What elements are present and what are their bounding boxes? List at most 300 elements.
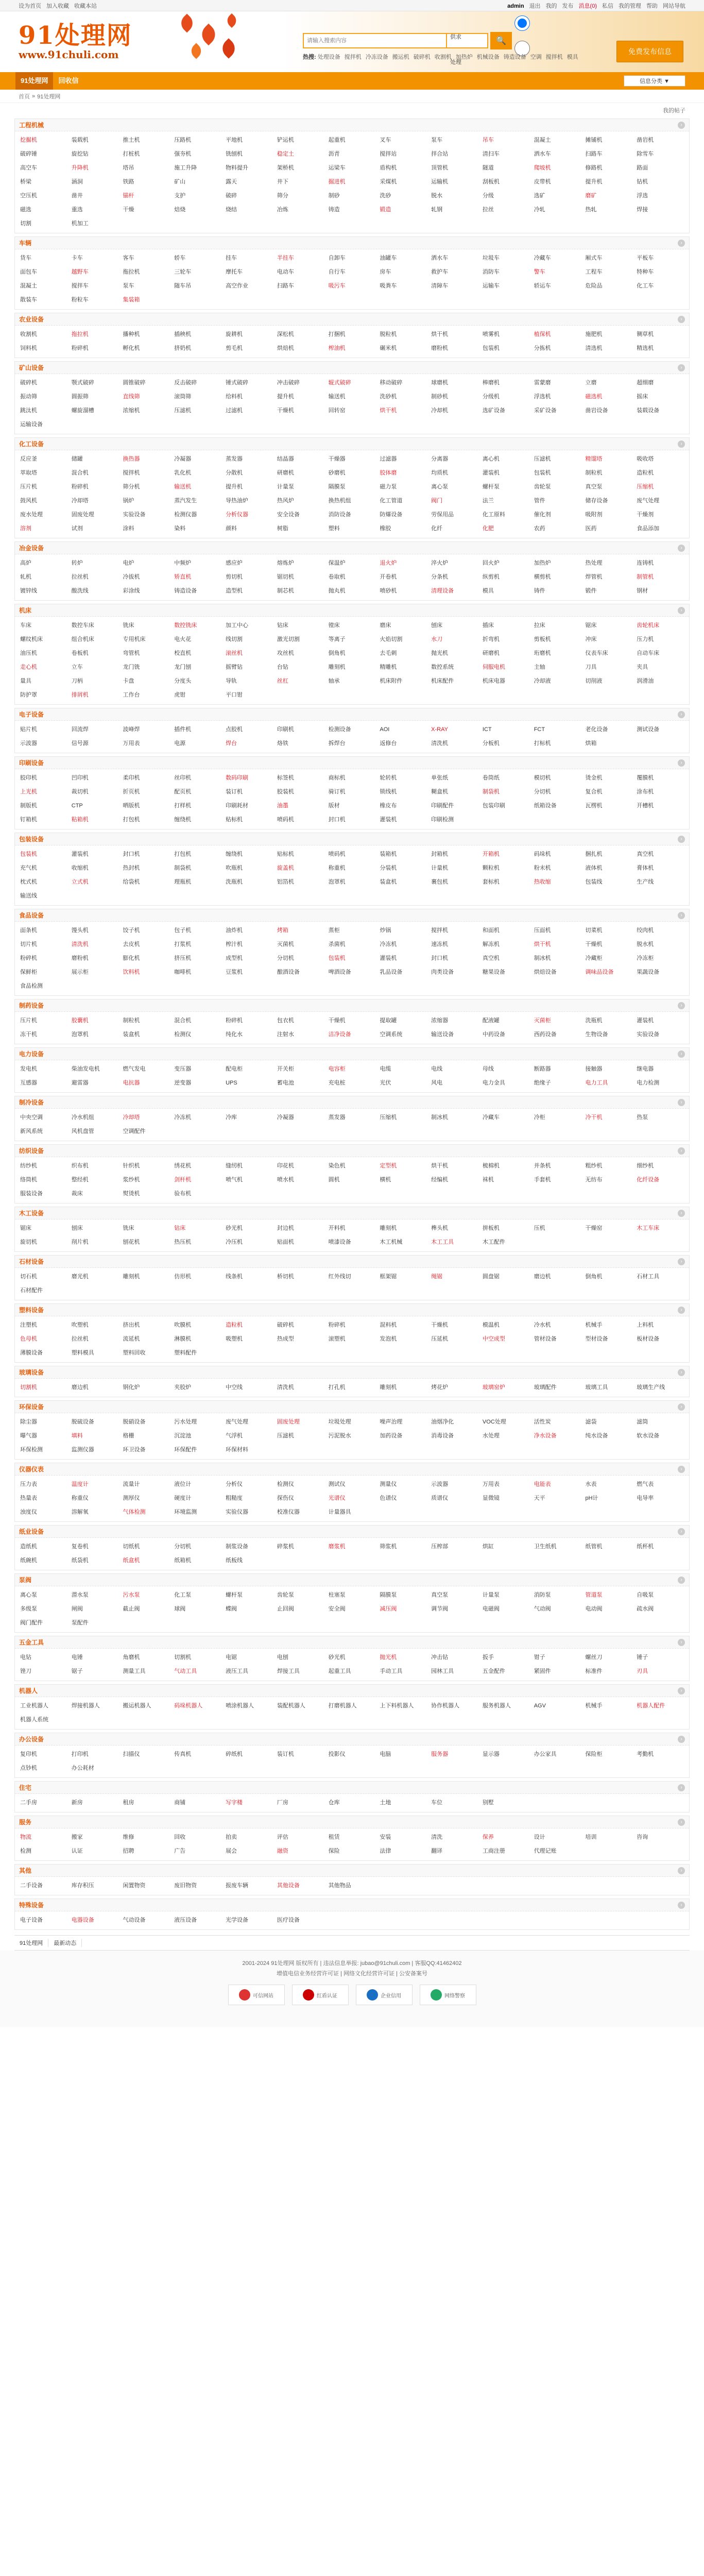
- category-link[interactable]: 脱水机: [637, 941, 654, 947]
- category-link[interactable]: 碾米机: [380, 345, 397, 351]
- category-link[interactable]: 铲运机: [277, 137, 294, 143]
- category-link[interactable]: 热收缩: [534, 879, 551, 885]
- category-link[interactable]: 烙铁: [277, 740, 288, 747]
- category-link[interactable]: 手套机: [534, 1177, 551, 1183]
- category-link[interactable]: 凿井: [71, 193, 83, 199]
- category-link[interactable]: 冷却机: [431, 408, 449, 414]
- category-link[interactable]: FCT: [534, 726, 545, 733]
- category-link[interactable]: 滤袋: [585, 1419, 597, 1425]
- category-link[interactable]: 刨花机: [123, 1239, 140, 1245]
- category-link[interactable]: 融资: [277, 1848, 288, 1854]
- category-link[interactable]: 高炉: [20, 560, 31, 566]
- category-link[interactable]: 冷冻机: [174, 1114, 192, 1121]
- section-title[interactable]: 农业设备: [19, 316, 44, 323]
- category-link[interactable]: 球阀: [174, 1606, 186, 1612]
- category-link[interactable]: 包子机: [174, 927, 192, 934]
- category-link[interactable]: 主轴: [534, 664, 545, 670]
- category-link[interactable]: 扫路车: [277, 283, 294, 289]
- section-title[interactable]: 玻璃设备: [19, 1369, 44, 1376]
- category-link[interactable]: 饮料机: [123, 969, 140, 975]
- category-link[interactable]: 焊接机器人: [71, 1703, 100, 1709]
- section-title[interactable]: 五金工具: [19, 1639, 44, 1646]
- category-link[interactable]: 锤式破碎: [226, 380, 249, 386]
- category-link[interactable]: 滚丝机: [226, 650, 243, 656]
- category-link[interactable]: 起重工具: [328, 1668, 351, 1674]
- category-link[interactable]: 塑料配件: [174, 1350, 197, 1356]
- category-link[interactable]: 格栅: [123, 1433, 134, 1439]
- category-link[interactable]: 电线: [431, 1066, 443, 1072]
- category-link[interactable]: 潜水泵: [71, 1592, 89, 1598]
- category-link[interactable]: 冶炼: [277, 207, 288, 213]
- category-link[interactable]: 榫头机: [431, 1225, 449, 1231]
- category-link[interactable]: 切石机: [20, 1274, 37, 1280]
- section-title[interactable]: 制冷设备: [19, 1099, 44, 1106]
- category-link[interactable]: 井下: [277, 179, 288, 185]
- category-link[interactable]: 孵化机: [123, 345, 140, 351]
- category-link[interactable]: 胶印机: [20, 775, 37, 781]
- category-link[interactable]: 刀具: [585, 664, 597, 670]
- category-link[interactable]: 维修: [123, 1834, 134, 1840]
- category-link[interactable]: 填料: [71, 1433, 83, 1439]
- category-link[interactable]: 粉碎机: [226, 1018, 243, 1024]
- category-link[interactable]: 折弯机: [482, 636, 500, 642]
- category-link[interactable]: 扳手: [482, 1654, 494, 1660]
- category-link[interactable]: 干燥机: [328, 1018, 346, 1024]
- category-link[interactable]: 冲击钻: [431, 1654, 449, 1660]
- category-link[interactable]: 液压工具: [226, 1668, 249, 1674]
- category-link[interactable]: 换热器: [123, 456, 140, 462]
- category-link[interactable]: 数码印刷: [226, 775, 249, 781]
- category-link[interactable]: 涵洞: [71, 179, 83, 185]
- category-link[interactable]: 饺子机: [123, 927, 140, 934]
- top-right-link[interactable]: 帮助: [646, 3, 658, 9]
- category-link[interactable]: 绳锯: [431, 1274, 443, 1280]
- category-link[interactable]: 角磨机: [123, 1654, 140, 1660]
- category-link[interactable]: 梳棉机: [482, 1163, 500, 1169]
- category-link[interactable]: 新风系统: [20, 1128, 43, 1134]
- category-link[interactable]: 光学设备: [226, 1917, 249, 1923]
- category-link[interactable]: 喷雾机: [482, 331, 500, 337]
- category-link[interactable]: 固废处理: [277, 1419, 300, 1425]
- category-link[interactable]: 轧钢: [431, 207, 443, 213]
- section-title[interactable]: 化工设备: [19, 440, 44, 448]
- hot-word-link[interactable]: 机械设备: [476, 54, 500, 60]
- category-link[interactable]: 热封机: [123, 865, 140, 871]
- category-link[interactable]: 粘箱机: [71, 817, 89, 823]
- category-link[interactable]: 冷凝器: [277, 1114, 294, 1121]
- chevron-right-icon[interactable]: ›: [678, 1736, 685, 1743]
- category-link[interactable]: 测量工具: [123, 1668, 146, 1674]
- category-link[interactable]: 圆机: [328, 1177, 340, 1183]
- category-link[interactable]: 物流: [20, 1834, 31, 1840]
- category-link[interactable]: 泵配件: [71, 1620, 89, 1626]
- category-link[interactable]: 空压机: [20, 193, 37, 199]
- category-link[interactable]: 螺杆泵: [482, 484, 500, 490]
- category-link[interactable]: 造粒机: [226, 1322, 243, 1328]
- category-link[interactable]: 深松机: [277, 331, 294, 337]
- category-link[interactable]: 铸造: [328, 207, 340, 213]
- category-link[interactable]: 商标机: [328, 775, 346, 781]
- category-link[interactable]: 滚筒筛: [174, 394, 192, 400]
- category-link[interactable]: 包装印刷: [482, 803, 505, 809]
- username[interactable]: admin: [507, 3, 524, 9]
- category-link[interactable]: 贴面机: [277, 1239, 294, 1245]
- category-link[interactable]: 检测仪: [174, 1031, 192, 1038]
- category-link[interactable]: 冷拔机: [123, 574, 140, 580]
- category-link[interactable]: 中药设备: [482, 1031, 505, 1038]
- hot-word-link[interactable]: 空调: [530, 54, 542, 60]
- chevron-right-icon[interactable]: ›: [678, 240, 685, 247]
- category-link[interactable]: 砂光机: [226, 1225, 243, 1231]
- category-link[interactable]: 加工中心: [226, 622, 249, 629]
- chevron-right-icon[interactable]: ›: [678, 1784, 685, 1791]
- category-link[interactable]: 脱水: [431, 193, 443, 199]
- category-link[interactable]: 压力表: [20, 1481, 37, 1487]
- search-type-select[interactable]: 供求 处理: [447, 33, 488, 48]
- category-link[interactable]: 避雷器: [71, 1080, 89, 1086]
- category-link[interactable]: 刃具: [637, 1668, 648, 1674]
- category-link[interactable]: 皮带机: [534, 179, 551, 185]
- category-link[interactable]: 解冻机: [482, 941, 500, 947]
- category-link[interactable]: 起重机: [328, 137, 346, 143]
- category-link[interactable]: 喷涂机器人: [226, 1703, 254, 1709]
- category-link[interactable]: 破碎机: [277, 1322, 294, 1328]
- category-link[interactable]: 旋耕机: [226, 331, 243, 337]
- category-link[interactable]: 球磨机: [431, 380, 449, 386]
- category-link[interactable]: 植保机: [534, 331, 551, 337]
- category-link[interactable]: 滤筒: [637, 1419, 648, 1425]
- category-link[interactable]: 示波器: [431, 1481, 449, 1487]
- category-link[interactable]: 回转窑: [328, 408, 346, 414]
- category-link[interactable]: 校直机: [174, 650, 192, 656]
- category-link[interactable]: 棒磨机: [482, 380, 500, 386]
- hot-word-link[interactable]: 模具: [566, 54, 578, 60]
- category-link[interactable]: 夹具: [637, 664, 648, 670]
- category-link[interactable]: 咨询: [637, 1834, 648, 1840]
- category-link[interactable]: 钉箱机: [20, 817, 37, 823]
- category-link[interactable]: 泵车: [431, 137, 443, 143]
- category-link[interactable]: 光伏: [380, 1080, 391, 1086]
- category-link[interactable]: 袜机: [482, 1177, 494, 1183]
- category-link[interactable]: 经编机: [431, 1177, 449, 1183]
- category-link[interactable]: 炒锅: [380, 927, 391, 934]
- category-link[interactable]: 铁路: [123, 179, 134, 185]
- category-link[interactable]: 纸管机: [585, 1544, 603, 1550]
- section-title[interactable]: 木工设备: [19, 1210, 44, 1217]
- category-link[interactable]: 断路器: [534, 1066, 551, 1072]
- category-link[interactable]: 机床附件: [380, 678, 403, 684]
- category-link[interactable]: 调味品设备: [585, 969, 614, 975]
- category-link[interactable]: 架桥机: [277, 165, 294, 171]
- category-link[interactable]: 锯床: [585, 622, 597, 629]
- category-link[interactable]: 夹胶炉: [174, 1384, 192, 1391]
- category-link[interactable]: 碎浆机: [277, 1544, 294, 1550]
- category-link[interactable]: 分装机: [380, 865, 397, 871]
- category-link[interactable]: 模切机: [534, 775, 551, 781]
- category-link[interactable]: 保险: [328, 1848, 340, 1854]
- top-user-link[interactable]: 我的管理: [619, 3, 641, 9]
- hot-word-link[interactable]: 冷冻设备: [365, 54, 388, 60]
- category-link[interactable]: 复卷机: [71, 1544, 89, 1550]
- category-link[interactable]: 散装车: [20, 297, 37, 303]
- category-link[interactable]: 锻件: [585, 588, 597, 594]
- category-link[interactable]: 真空泵: [431, 1592, 449, 1598]
- category-link[interactable]: 萃取塔: [20, 470, 37, 476]
- category-link[interactable]: 热风炉: [277, 498, 294, 504]
- chevron-right-icon[interactable]: ›: [678, 1002, 685, 1009]
- category-link[interactable]: 保养: [482, 1834, 494, 1840]
- category-link[interactable]: 厂房: [277, 1800, 288, 1806]
- category-link[interactable]: 涂料: [123, 526, 134, 532]
- hot-word-link[interactable]: 收割机: [434, 54, 452, 60]
- category-link[interactable]: 分级机: [482, 394, 500, 400]
- top-user-link[interactable]: 退出: [529, 3, 541, 9]
- category-link[interactable]: 铣刨机: [226, 151, 243, 157]
- category-link[interactable]: 脱硫设备: [71, 1419, 94, 1425]
- category-link[interactable]: 修路机: [585, 165, 603, 171]
- chevron-right-icon[interactable]: ›: [678, 1639, 685, 1646]
- category-link[interactable]: 摇床: [637, 394, 648, 400]
- category-link[interactable]: 保鲜柜: [20, 969, 37, 975]
- category-link[interactable]: 洗瓶机: [585, 1018, 603, 1024]
- category-link[interactable]: 收割机: [20, 331, 37, 337]
- category-link[interactable]: 感应炉: [226, 560, 243, 566]
- category-link[interactable]: 互感器: [20, 1080, 37, 1086]
- category-link[interactable]: 采矿设备: [534, 408, 557, 414]
- section-title[interactable]: 印刷设备: [19, 759, 44, 767]
- category-link[interactable]: 卫生纸机: [534, 1544, 557, 1550]
- category-link[interactable]: 化工管道: [380, 498, 403, 504]
- category-link[interactable]: 导热油炉: [226, 498, 249, 504]
- category-link[interactable]: 塑料回收: [123, 1350, 146, 1356]
- category-link[interactable]: 压榨部: [431, 1544, 449, 1550]
- category-link[interactable]: 风电: [431, 1080, 443, 1086]
- chevron-right-icon[interactable]: ›: [678, 1687, 685, 1694]
- category-link[interactable]: 万用表: [482, 1481, 500, 1487]
- category-link[interactable]: 转炉: [71, 560, 83, 566]
- category-link[interactable]: 冷库: [226, 1114, 237, 1121]
- category-link[interactable]: 抛丸机: [328, 588, 346, 594]
- category-link[interactable]: 工商注册: [482, 1848, 505, 1854]
- category-link[interactable]: 制袋机: [482, 789, 500, 795]
- category-link[interactable]: 滚塑机: [328, 1336, 346, 1342]
- category-link[interactable]: 救护车: [431, 269, 449, 275]
- category-link[interactable]: 手动工具: [380, 1668, 403, 1674]
- category-link[interactable]: 砂光机: [328, 1654, 346, 1660]
- category-link[interactable]: 印刷机: [277, 726, 294, 733]
- category-link[interactable]: 播种机: [123, 331, 140, 337]
- category-link[interactable]: 切割: [20, 221, 31, 227]
- category-link[interactable]: 钳子: [534, 1654, 545, 1660]
- category-link[interactable]: 喷码机: [277, 817, 294, 823]
- category-link[interactable]: 码垛机器人: [174, 1703, 203, 1709]
- category-link[interactable]: 水刀: [431, 636, 443, 642]
- category-link[interactable]: 锤子: [637, 1654, 648, 1660]
- category-link[interactable]: 锚杆: [123, 193, 134, 199]
- category-link[interactable]: 二手设备: [20, 1883, 43, 1889]
- category-link[interactable]: 钻机: [637, 179, 648, 185]
- category-link[interactable]: 裁床: [71, 1191, 83, 1197]
- category-link[interactable]: 缝纫机: [226, 1163, 243, 1169]
- category-link[interactable]: 吸污车: [328, 283, 346, 289]
- top-right-link[interactable]: 网站导航: [663, 3, 685, 9]
- category-link[interactable]: 园林工具: [431, 1668, 454, 1674]
- category-link[interactable]: 电器设备: [71, 1917, 94, 1923]
- category-link[interactable]: 铡草机: [637, 331, 654, 337]
- category-link[interactable]: 刮板机: [482, 179, 500, 185]
- category-link[interactable]: 烘缸: [482, 1544, 494, 1550]
- category-link[interactable]: 制管机: [637, 574, 654, 580]
- category-link[interactable]: 气体检测: [123, 1509, 146, 1515]
- section-title[interactable]: 包装设备: [19, 836, 44, 843]
- category-link[interactable]: 污水泵: [123, 1592, 140, 1598]
- category-link[interactable]: 塑料: [328, 526, 340, 532]
- section-title[interactable]: 冶金设备: [19, 545, 44, 552]
- chevron-right-icon[interactable]: ›: [678, 1050, 685, 1058]
- category-link[interactable]: 洁净设备: [328, 1031, 351, 1038]
- category-link[interactable]: 强夯机: [174, 151, 192, 157]
- category-link[interactable]: 真空泵: [585, 484, 603, 490]
- category-link[interactable]: 油墨: [277, 803, 288, 809]
- category-link[interactable]: 选矿: [534, 193, 545, 199]
- category-link[interactable]: 钻床: [277, 622, 288, 629]
- category-link[interactable]: 量具: [20, 678, 31, 684]
- category-link[interactable]: 轧机: [20, 574, 31, 580]
- category-link[interactable]: 老化设备: [585, 726, 608, 733]
- category-link[interactable]: 实验设备: [637, 1031, 660, 1038]
- category-link[interactable]: 压片机: [20, 1018, 37, 1024]
- category-link[interactable]: 拼板机: [482, 1225, 500, 1231]
- trust-badge[interactable]: 网络警察: [420, 1985, 476, 2005]
- category-link[interactable]: 封口机: [431, 955, 449, 961]
- category-link[interactable]: 模具: [482, 588, 494, 594]
- hot-word-link[interactable]: 铸造设备: [503, 54, 526, 60]
- trust-badge[interactable]: 企业信用: [356, 1985, 413, 2005]
- category-link[interactable]: 粉末机: [534, 865, 551, 871]
- category-link[interactable]: 机器人系统: [20, 1717, 48, 1723]
- chevron-right-icon[interactable]: ›: [678, 1307, 685, 1314]
- category-link[interactable]: 纸箱机: [174, 1557, 192, 1564]
- category-link[interactable]: AOI: [380, 726, 390, 733]
- category-link[interactable]: 洗砂: [380, 193, 391, 199]
- category-link[interactable]: 劳保用品: [431, 512, 454, 518]
- category-link[interactable]: 商铺: [174, 1800, 186, 1806]
- category-link[interactable]: 螺纹机床: [20, 636, 43, 642]
- category-link[interactable]: 豆浆机: [226, 969, 243, 975]
- category-link[interactable]: 过滤机: [226, 408, 243, 414]
- category-link[interactable]: 红外线切: [328, 1274, 351, 1280]
- category-link[interactable]: 风机盘管: [71, 1128, 94, 1134]
- category-link[interactable]: 铣床: [123, 1225, 134, 1231]
- category-link[interactable]: 搬家: [71, 1834, 83, 1840]
- category-link[interactable]: 电力检测: [637, 1080, 660, 1086]
- section-title[interactable]: 特殊设备: [19, 1902, 44, 1909]
- category-link[interactable]: 热泵: [637, 1114, 648, 1121]
- category-link[interactable]: 吹膜机: [174, 1322, 192, 1328]
- category-link[interactable]: 馒头机: [71, 927, 89, 934]
- category-link[interactable]: 搅拌站: [380, 151, 397, 157]
- category-link[interactable]: 烘箱: [585, 740, 597, 747]
- category-link[interactable]: 摇臂钻: [226, 664, 243, 670]
- category-link[interactable]: 平板车: [637, 255, 654, 261]
- category-link[interactable]: 研磨机: [482, 650, 500, 656]
- category-link[interactable]: 稳定土: [277, 151, 294, 157]
- category-link[interactable]: 配页机: [174, 789, 192, 795]
- category-link[interactable]: 挤压机: [174, 955, 192, 961]
- category-link[interactable]: 计量泵: [277, 484, 294, 490]
- category-link[interactable]: 溶解氧: [71, 1509, 89, 1515]
- category-link[interactable]: 环保检测: [20, 1447, 43, 1453]
- category-link[interactable]: 环保材料: [226, 1447, 249, 1453]
- category-link[interactable]: 灌装机: [380, 817, 397, 823]
- category-link[interactable]: 灌装机: [482, 470, 500, 476]
- category-link[interactable]: 颗粒机: [482, 865, 500, 871]
- category-link[interactable]: 磨床: [380, 622, 391, 629]
- category-link[interactable]: 啤酒设备: [328, 969, 351, 975]
- category-link[interactable]: 铸件: [534, 588, 545, 594]
- category-link[interactable]: 广告: [174, 1848, 186, 1854]
- category-link[interactable]: 实验设备: [123, 512, 146, 518]
- category-link[interactable]: 干燥机: [585, 941, 603, 947]
- category-link[interactable]: 络筒机: [20, 1177, 37, 1183]
- chevron-right-icon[interactable]: ›: [678, 1902, 685, 1909]
- category-link[interactable]: 喷砂机: [380, 588, 397, 594]
- category-link[interactable]: 上光机: [20, 789, 37, 795]
- category-link[interactable]: 固废处理: [71, 512, 94, 518]
- category-link[interactable]: 叉车: [380, 137, 391, 143]
- category-link[interactable]: 倒角机: [328, 650, 346, 656]
- category-link[interactable]: 自动车床: [637, 650, 660, 656]
- category-link[interactable]: 绞肉机: [637, 927, 654, 934]
- category-link[interactable]: 糖果设备: [482, 969, 505, 975]
- category-link[interactable]: 纵剪机: [482, 574, 500, 580]
- category-link[interactable]: 垃圾处理: [328, 1419, 351, 1425]
- category-link[interactable]: 扫描仪: [123, 1751, 140, 1757]
- category-link[interactable]: 其他设备: [277, 1883, 300, 1889]
- category-link[interactable]: 焙烧: [174, 207, 186, 213]
- category-link[interactable]: 工程车: [585, 269, 603, 275]
- category-link[interactable]: 抛光机: [431, 650, 449, 656]
- category-link[interactable]: 专用机床: [123, 636, 146, 642]
- category-link[interactable]: X-RAY: [431, 726, 448, 733]
- category-link[interactable]: 保温炉: [328, 560, 346, 566]
- category-link[interactable]: 运输车: [482, 283, 500, 289]
- category-link[interactable]: 粉碎机: [328, 1322, 346, 1328]
- category-link[interactable]: 离心泵: [431, 484, 449, 490]
- category-link[interactable]: 标签机: [277, 775, 294, 781]
- category-link[interactable]: 测厚仪: [123, 1495, 140, 1501]
- category-link[interactable]: 注射水: [277, 1031, 294, 1038]
- chevron-right-icon[interactable]: ›: [678, 1369, 685, 1376]
- category-link[interactable]: 切削液: [585, 678, 603, 684]
- category-link[interactable]: 锯床: [20, 1225, 31, 1231]
- category-link[interactable]: 消防泵: [534, 1592, 551, 1598]
- category-link[interactable]: 提升机: [277, 394, 294, 400]
- category-link[interactable]: 传真机: [174, 1751, 192, 1757]
- category-link[interactable]: 打样机: [174, 803, 192, 809]
- chevron-right-icon[interactable]: ›: [678, 759, 685, 767]
- category-link[interactable]: 充气机: [20, 865, 37, 871]
- category-link[interactable]: 拖拉机: [123, 269, 140, 275]
- category-link[interactable]: 吹塑机: [71, 1322, 89, 1328]
- category-link[interactable]: 沥青: [328, 151, 340, 157]
- category-link[interactable]: 焊接工具: [277, 1668, 300, 1674]
- category-link[interactable]: 镗床: [328, 622, 340, 629]
- category-link[interactable]: 提取罐: [380, 1018, 397, 1024]
- chevron-right-icon[interactable]: ›: [678, 1466, 685, 1473]
- category-link[interactable]: 真空机: [482, 955, 500, 961]
- category-link[interactable]: 分切机: [277, 955, 294, 961]
